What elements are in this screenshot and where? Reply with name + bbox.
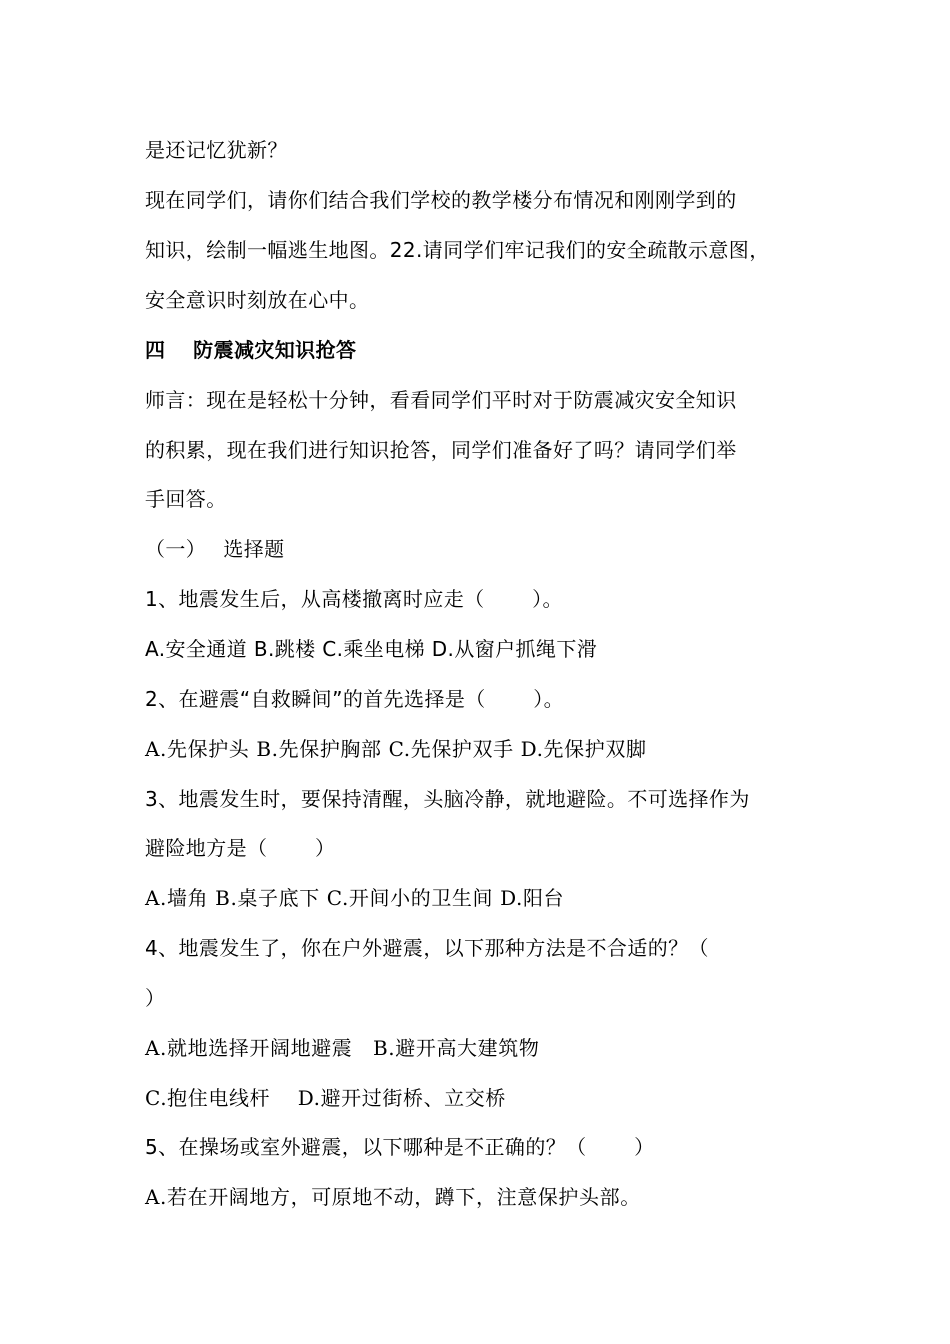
question-4-options-1: A.就地选择开阔地避震 B.避开高大建筑物 [145,1036,540,1060]
question-3: 3、地震发生时，要保持清醒，头脑冷静，就地避险。不可选择作为 [145,787,750,811]
question-4: 4、地震发生了，你在户外避震，以下那种方法是不合适的？（ [145,936,709,960]
text-line: 安全意识时刻放在心中。 [145,288,370,312]
question-5-option-a: A.若在开阔地方，可原地不动，蹲下，注意保护头部。 [145,1185,641,1209]
question-5: 5、在操场或室外避震，以下哪种是不正确的？（ ） [145,1135,655,1159]
question-3-options: A.墙角 B.桌子底下 C.开间小的卫生间 D.阳台 [145,886,565,910]
subsection-heading: （一） 选择题 [145,537,285,561]
question-1: 1、地震发生后，从高楼撤离时应走（ ）。 [145,587,563,611]
question-3-cont: 避险地方是（ ） [145,836,336,860]
question-2-options: A.先保护头 B.先保护胸部 C.先保护双手 D.先保护双脚 [145,737,647,761]
question-1-options: A.安全通道 B.跳楼 C.乘坐电梯 D.从窗户抓绳下滑 [145,637,598,661]
text-line: 是还记忆犹新？ [145,138,288,162]
text-line: 知识，绘制一幅逃生地图。22.请同学们牢记我们的安全疏散示意图， [145,238,770,262]
question-4-options-2: C.抱住电线杆 D.避开过街桥、立交桥 [145,1086,506,1110]
text-line: 现在同学们，请你们结合我们学校的教学楼分布情况和刚刚学到的 [145,188,737,212]
text-line: 师言：现在是轻松十分钟，看看同学们平时对于防震减灾安全知识 [145,388,737,412]
text-line: 的积累，现在我们进行知识抢答，同学们准备好了吗？请同学们举 [145,438,737,462]
question-4-cont: ） [145,986,166,1010]
question-2: 2、在避震“自救瞬间”的首先选择是（ ）。 [145,687,565,711]
text-line: 手回答。 [145,487,227,511]
section-heading: 四 防震减灾知识抢答 [145,338,357,362]
